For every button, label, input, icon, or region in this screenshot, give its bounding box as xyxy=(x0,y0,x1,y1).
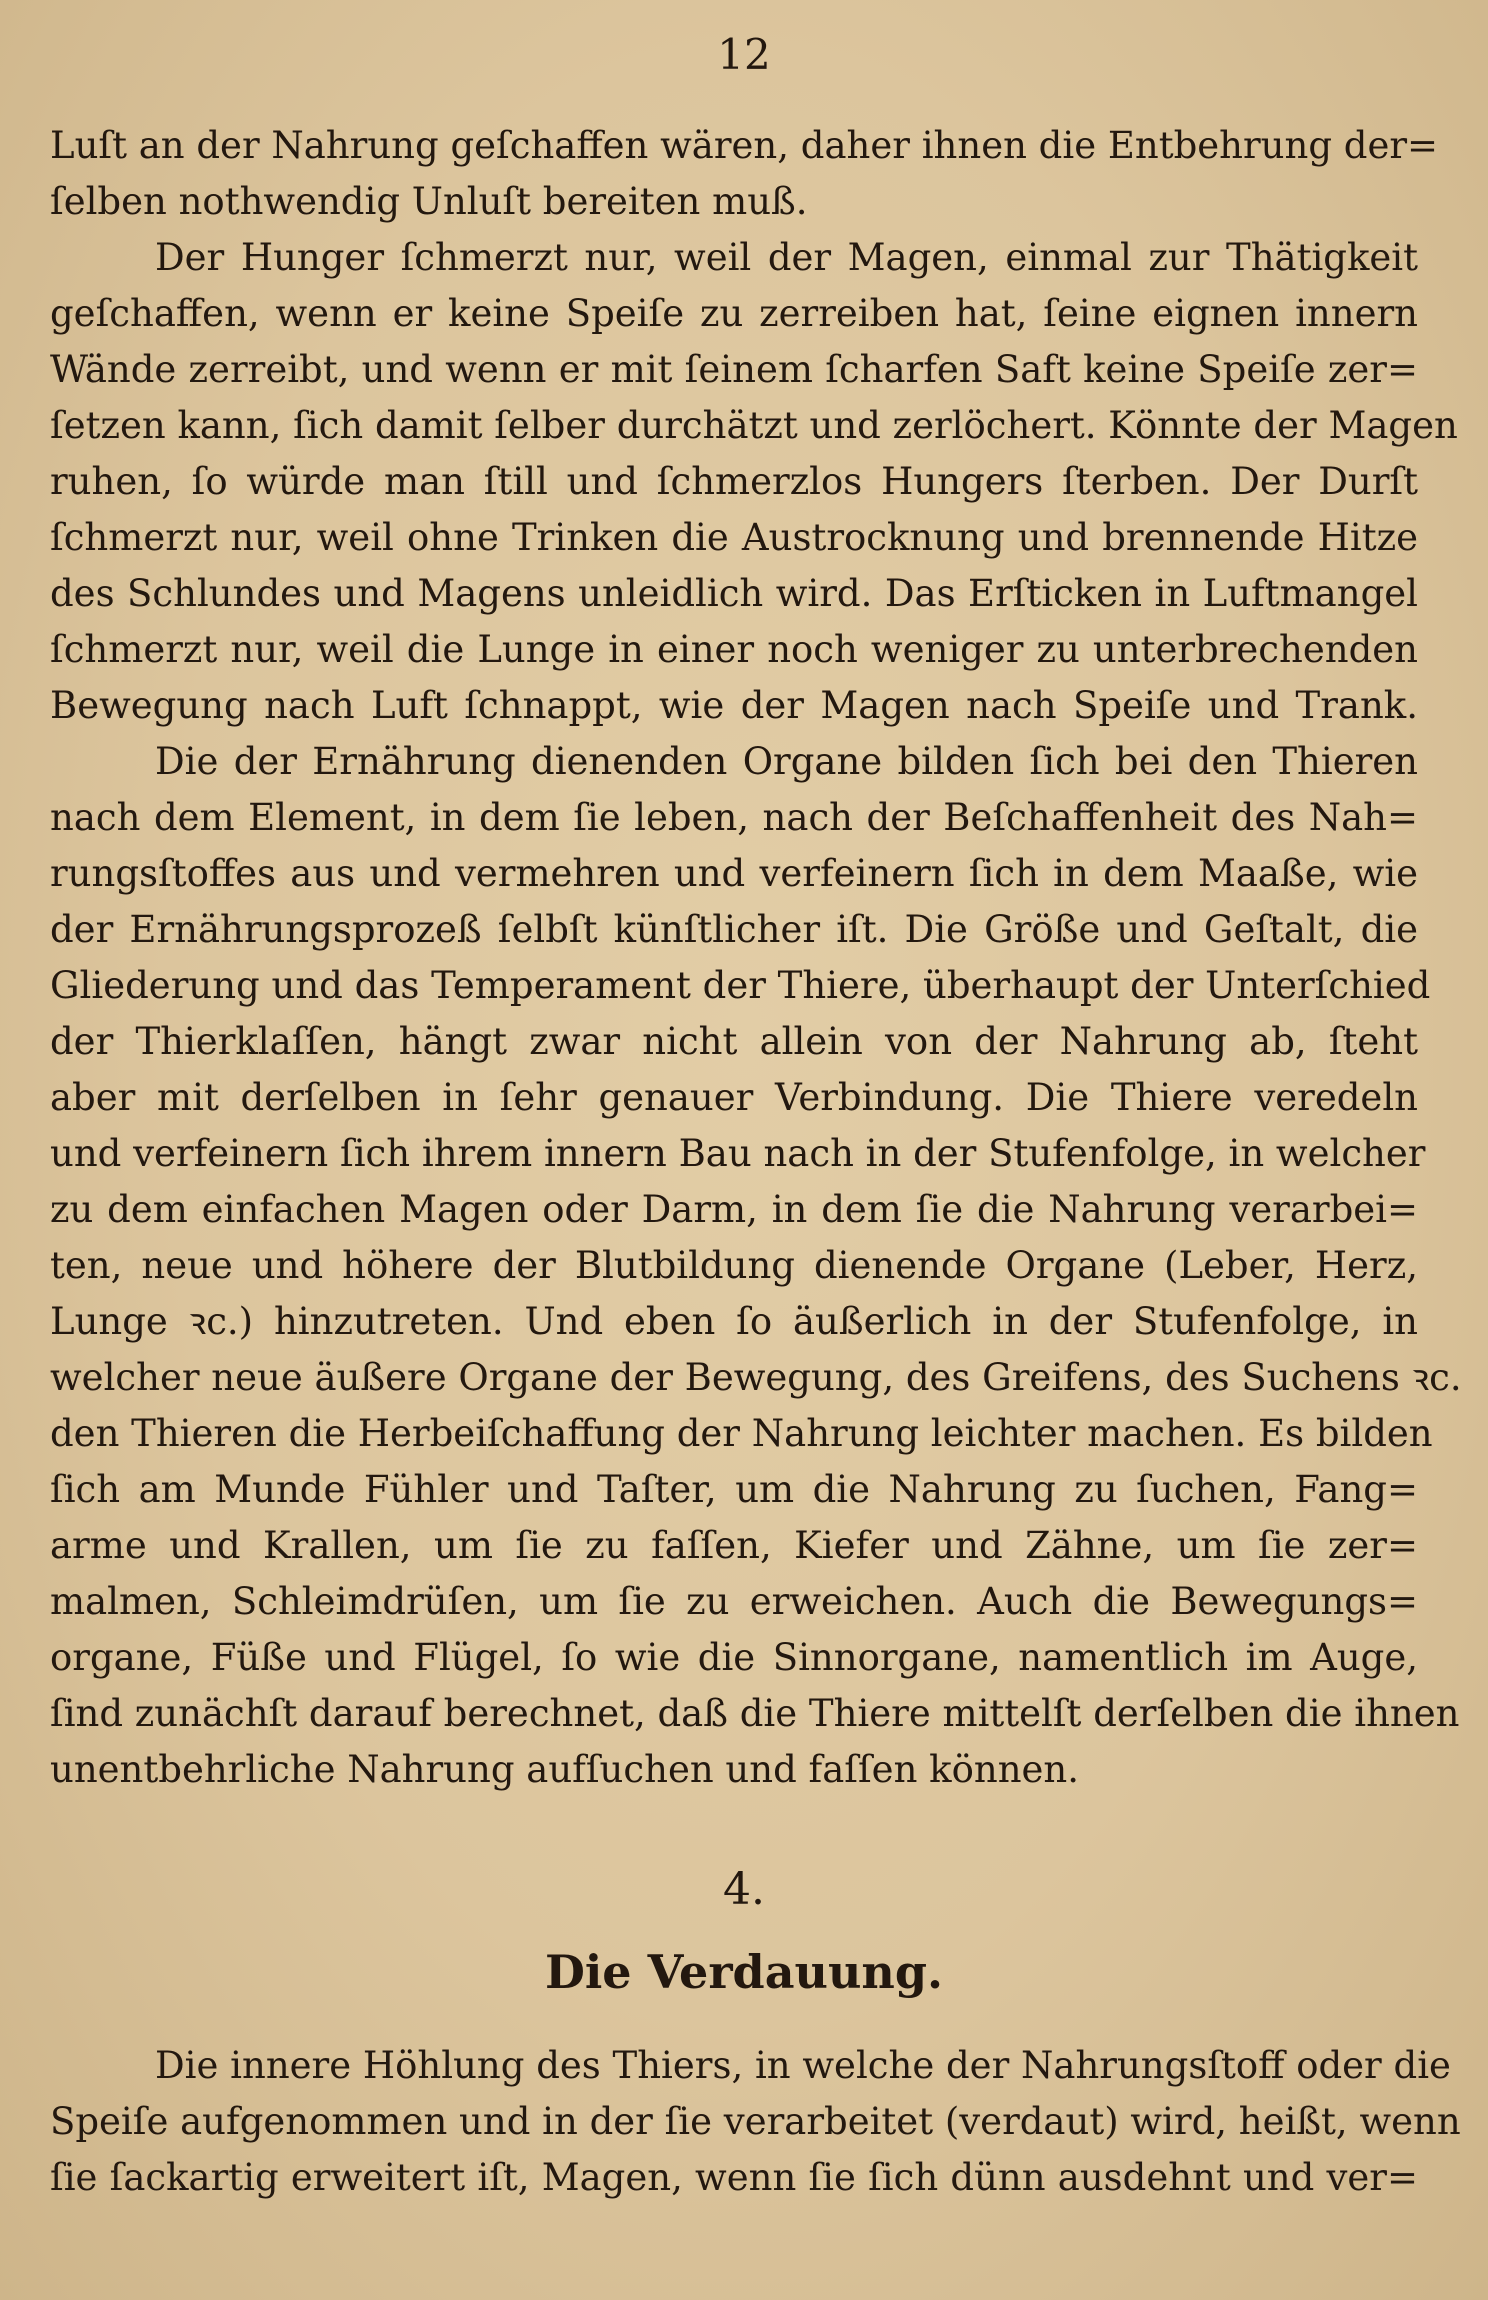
body-text-bottom xyxy=(50,2038,1461,2206)
text-line: ſelben nothwendig Unluſt bereiten muß. xyxy=(50,180,808,223)
text-line: zu dem einfachen Magen oder Darm, in dem ſie die Nahrung verarbei= xyxy=(50,1188,1418,1231)
body-text-top xyxy=(50,118,1462,1798)
text-line: malmen, Schleimdrüſen, um ſie zu erweichen. Auch die Bewegungs= xyxy=(50,1580,1418,1623)
text-line: Wände zerreibt, und wenn er mit ſeinem ſcharfen Saft keine Speiſe zer= xyxy=(50,348,1418,391)
text-line: ſchmerzt nur, weil ohne Trinken die Austrocknung und brennende Hitze xyxy=(50,516,1418,559)
text-line: Lunge ꝛc.) hinzutreten. Und eben ſo äußerlich in der Stufenfolge, in xyxy=(50,1300,1418,1343)
text-line: arme und Krallen, um ſie zu faſſen, Kiefer und Zähne, um ſie zer= xyxy=(50,1524,1418,1567)
section-title: Die Verdauung. xyxy=(544,1945,944,1999)
text-line: ſetzen kann, ſich damit ſelber durchätzt und zerlöchert. Könnte der Magen xyxy=(50,404,1458,447)
text-line: ten, neue und höhere der Blutbildung dienende Organe (Leber, Herz, xyxy=(50,1244,1418,1287)
text-line: geſchaffen, wenn er keine Speiſe zu zerreiben hat, ſeine eignen innern xyxy=(50,292,1418,335)
text-line: Speiſe aufgenommen und in der ſie verarbeitet (verdaut) wird, heißt, wenn xyxy=(50,2100,1461,2143)
text-line: der Ernährungsprozeß ſelbſt künſtlicher iſt. Die Größe und Geſtalt, die xyxy=(50,908,1418,951)
text-line: organe, Füße und Flügel, ſo wie die Sinnorgane, namentlich im Auge, xyxy=(50,1636,1418,1679)
text-line: welcher neue äußere Organe der Bewegung, des Greifens, des Suchens ꝛc. xyxy=(50,1356,1462,1399)
text-line: Der Hunger ſchmerzt nur, weil der Magen, einmal zur Thätigkeit xyxy=(155,236,1418,279)
text-line: Luſt an der Nahrung geſchaffen wären, daher ihnen die Entbehrung der= xyxy=(50,124,1439,167)
text-line: ſchmerzt nur, weil die Lunge in einer noch weniger zu unterbrechenden xyxy=(50,628,1418,671)
text-line: des Schlundes und Magens unleidlich wird. Das Erſticken in Luftmangel xyxy=(50,572,1418,615)
text-line: unentbehrliche Nahrung aufſuchen und faſſen können. xyxy=(50,1748,1080,1791)
section-number: 4. xyxy=(723,1864,765,1915)
text-line: nach dem Element, in dem ſie leben, nach der Beſchaffenheit des Nah= xyxy=(50,796,1418,839)
text-line: Die innere Höhlung des Thiers, in welche der Nahrungsſtoff oder die xyxy=(155,2044,1451,2087)
text-line: ſie ſackartig erweitert iſt, Magen, wenn ſie ſich dünn ausdehnt und ver= xyxy=(50,2156,1418,2199)
text-line: ſich am Munde Fühler und Taſter, um die Nahrung zu ſuchen, Fang= xyxy=(50,1468,1418,1511)
text-line: der Thierklaſſen, hängt zwar nicht allein von der Nahrung ab, ſteht xyxy=(50,1020,1418,1063)
text-line: ruhen, ſo würde man ſtill und ſchmerzlos Hungers ſterben. Der Durſt xyxy=(50,460,1418,503)
text-line: ſind zunächſt darauf berechnet, daß die Thiere mittelſt derſelben die ihnen xyxy=(50,1692,1460,1735)
text-line: Gliederung und das Temperament der Thiere, überhaupt der Unterſchied xyxy=(50,964,1431,1007)
text-line: aber mit derſelben in ſehr genauer Verbindung. Die Thiere veredeln xyxy=(50,1076,1418,1119)
text-line: rungsſtoffes aus und vermehren und verfeinern ſich in dem Maaße, wie xyxy=(50,852,1418,895)
text-line: den Thieren die Herbeiſchaffung der Nahrung leichter machen. Es bilden xyxy=(50,1412,1433,1455)
text-line: Die der Ernährung dienenden Organe bilden ſich bei den Thieren xyxy=(155,740,1418,783)
text-line: Bewegung nach Luft ſchnappt, wie der Magen nach Speiſe und Trank. xyxy=(50,684,1418,727)
text-line: und verfeinern ſich ihrem innern Bau nach in der Stufenfolge, in welcher xyxy=(50,1132,1426,1175)
page-number: 12 xyxy=(717,30,771,79)
